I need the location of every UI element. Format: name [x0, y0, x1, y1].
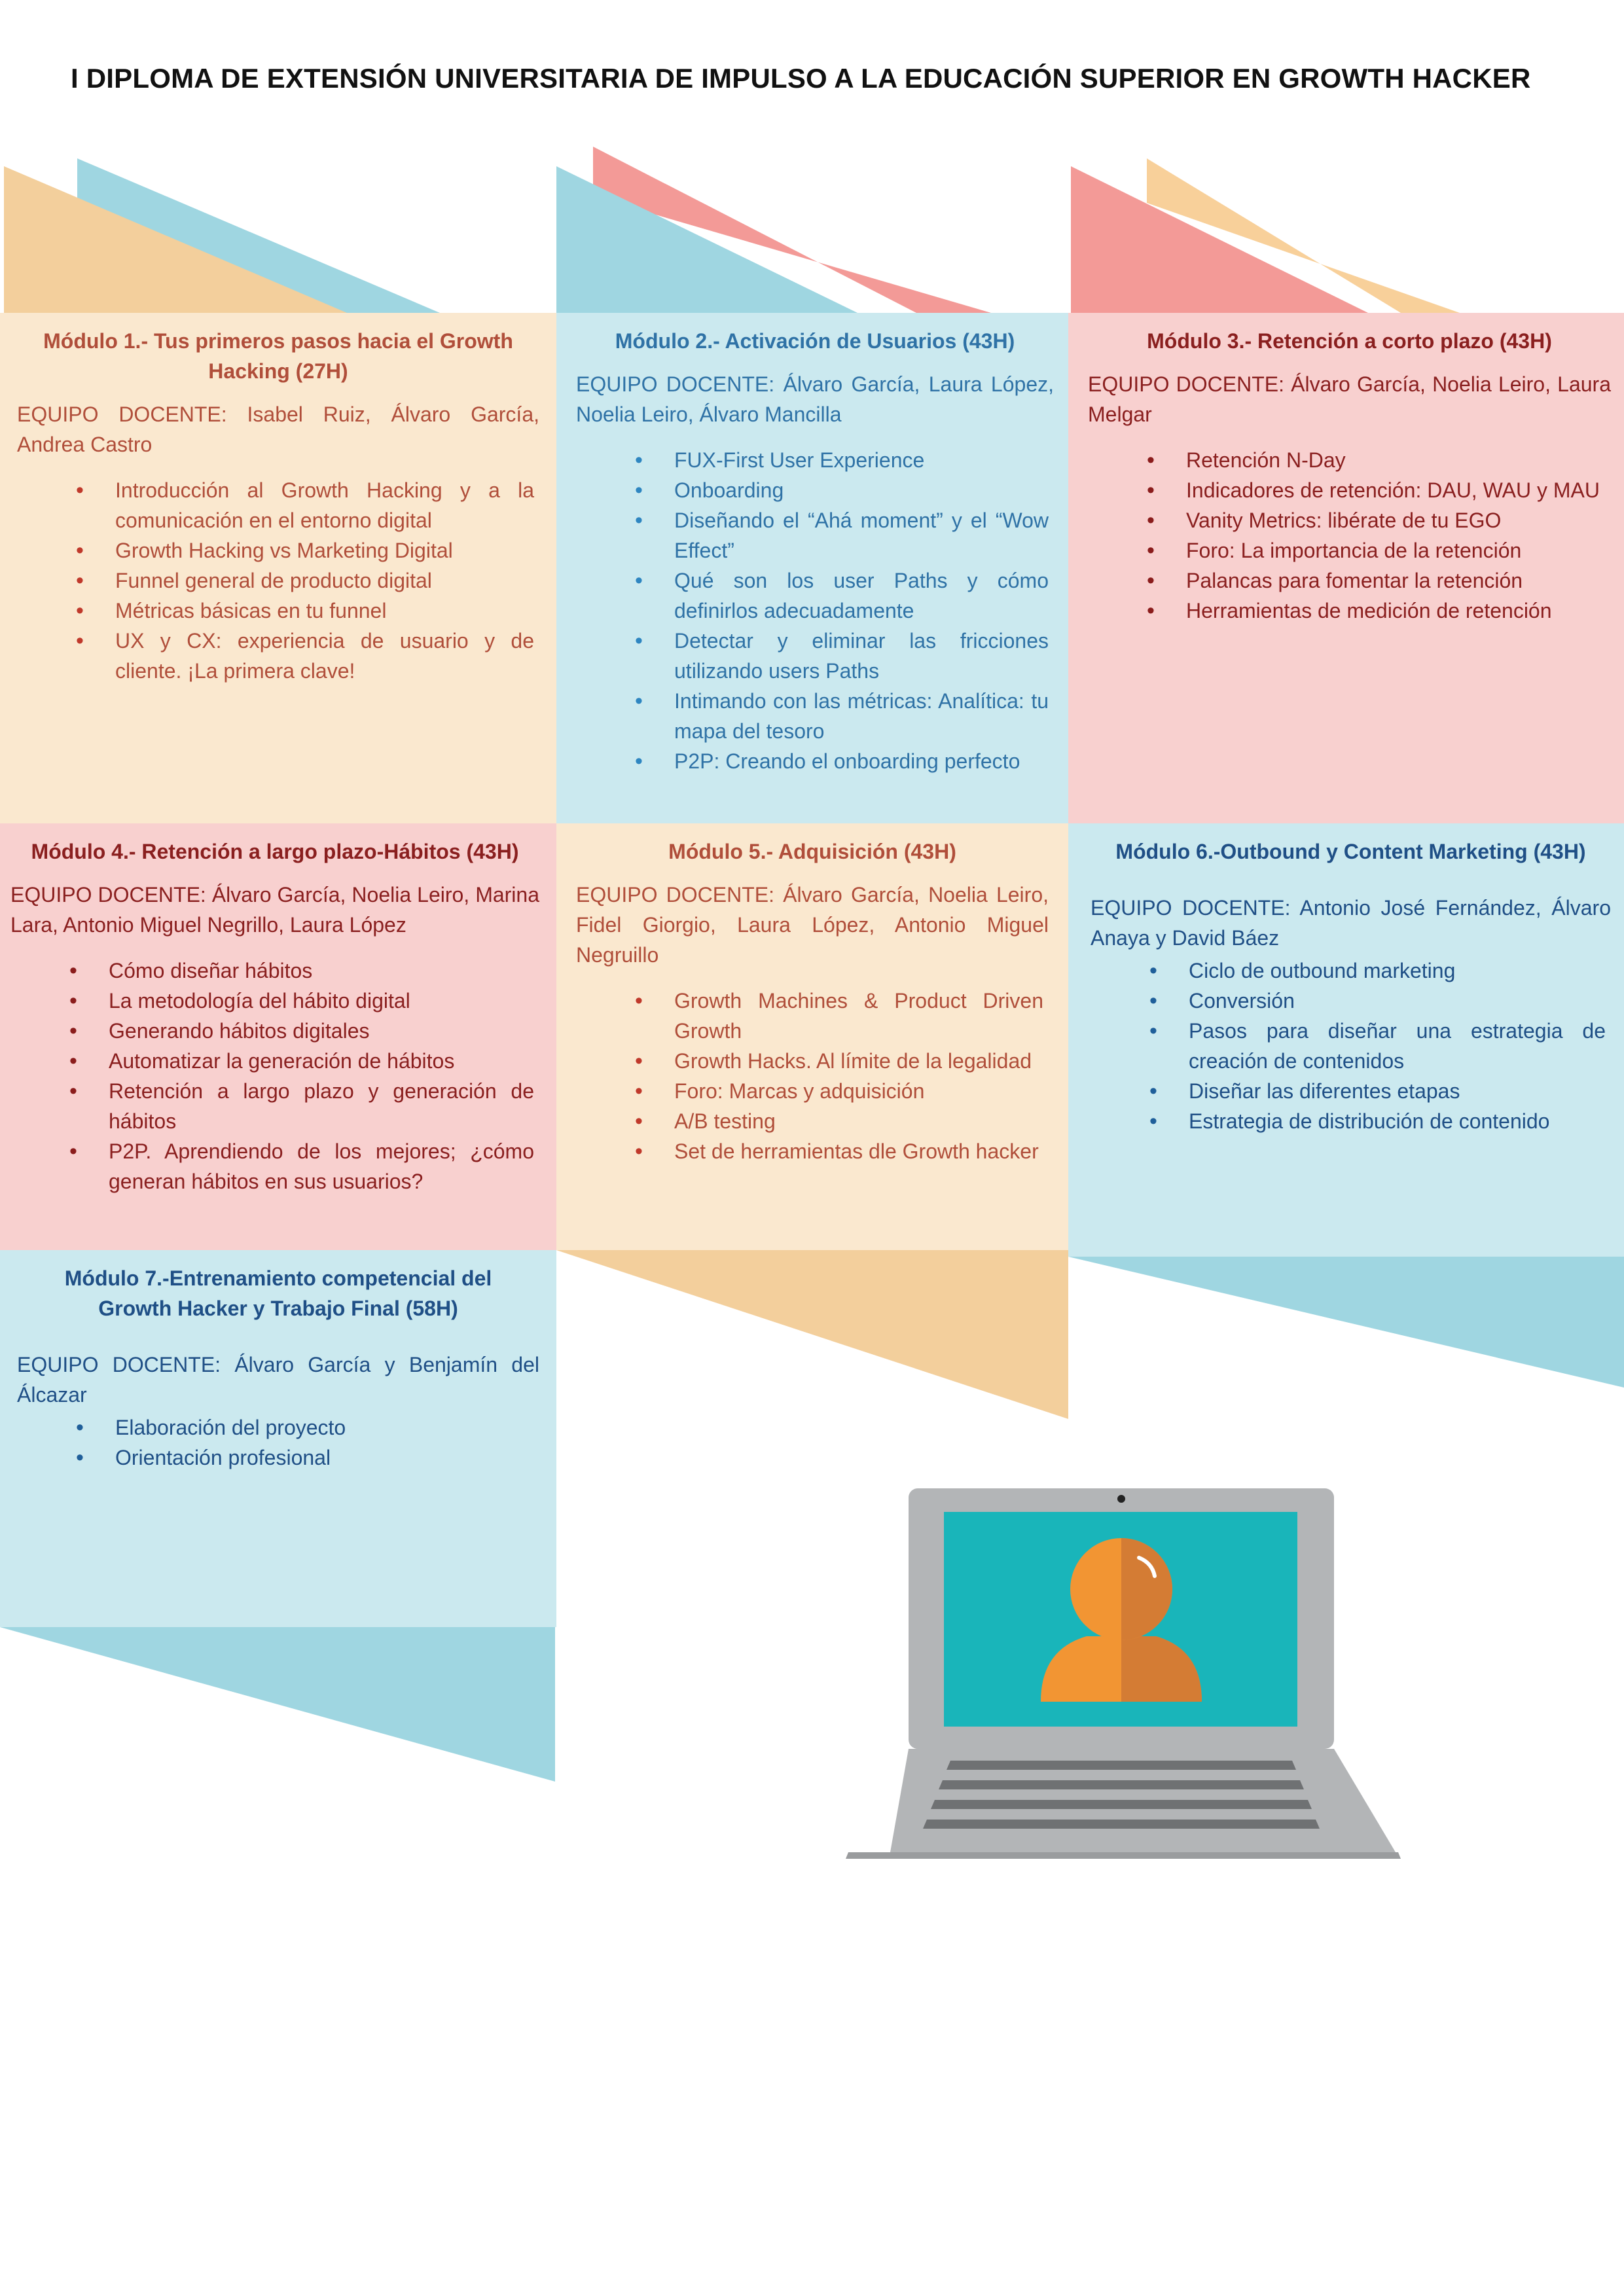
module-7-topics	[17, 1412, 539, 1473]
list-item: • Diseñando el “Ahá moment” y el “Wow Effect”	[576, 505, 1054, 565]
module-5-heading: Módulo 5.- Adquisición (43H)	[668, 840, 956, 863]
list-item: • Set de herramientas dle Growth hacker	[576, 1136, 1049, 1166]
module-1-heading: Módulo 1.- Tus primeros pasos hacia el Growth Hacking (27H)	[43, 329, 513, 383]
module-7-team: EQUIPO DOCENTE: Álvaro García y Benjamín del Álcazar	[17, 1353, 539, 1407]
list-item: • Qué son los user Paths y cómo definirlos adecuadamente	[576, 565, 1054, 626]
module-4-topics	[10, 956, 539, 1196]
module-2-team: EQUIPO DOCENTE: Álvaro García, Laura López, Noelia Leiro, Álvaro Mancilla	[576, 372, 1054, 426]
module-1-topics	[17, 475, 539, 686]
list-item: • Foro: Marcas y adquisición	[576, 1076, 1049, 1106]
list-item: • Introducción al Growth Hacking y a la comunicación en el entorno digital	[17, 475, 539, 535]
module-3-team: EQUIPO DOCENTE: Álvaro García, Noelia Leiro, Laura Melgar	[1088, 372, 1611, 426]
module-6-heading: Módulo 6.-Outbound y Content Marketing (43H)	[1115, 840, 1586, 863]
module-6-card	[1068, 823, 1624, 1257]
module-1-team: EQUIPO DOCENTE: Isabel Ruiz, Álvaro García, Andrea Castro	[17, 403, 539, 456]
module-5-team: EQUIPO DOCENTE: Álvaro García, Noelia Leiro, Fidel Giorgio, Laura López, Antonio Miguel Negruillo	[576, 883, 1049, 967]
list-item: • P2P. Aprendiendo de los mejores; ¿cómo generan hábitos en sus usuarios?	[10, 1136, 539, 1196]
module-1-card	[0, 313, 556, 823]
list-item: • P2P: Creando el onboarding perfecto	[576, 746, 1054, 776]
list-item: • Onboarding	[576, 475, 1054, 505]
module-5-card	[556, 823, 1068, 1250]
module-2-topics	[576, 445, 1054, 776]
module-7-card	[0, 1250, 556, 1627]
module-2-card	[556, 313, 1068, 823]
list-item: • Herramientas de medición de retención	[1088, 596, 1611, 626]
module-6-topics	[1091, 956, 1611, 1136]
module-4-team: EQUIPO DOCENTE: Álvaro García, Noelia Leiro, Marina Lara, Antonio Miguel Negrillo, Laura López	[10, 883, 539, 937]
list-item: • Ciclo de outbound marketing	[1091, 956, 1611, 986]
list-item: • Generando hábitos digitales	[10, 1016, 539, 1046]
list-item: • Intimando con las métricas: Analítica: tu mapa del tesoro	[576, 686, 1054, 746]
list-item: • Cómo diseñar hábitos	[10, 956, 539, 986]
list-item: • Métricas básicas en tu funnel	[17, 596, 539, 626]
list-item: • Indicadores de retención: DAU, WAU y MAU	[1088, 475, 1611, 505]
module-4-heading: Módulo 4.- Retención a largo plazo-Hábitos (43H)	[31, 840, 519, 863]
list-item: • Conversión	[1091, 986, 1611, 1016]
laptop-user-icon	[844, 1486, 1401, 1859]
deco-triangle	[1071, 166, 1368, 313]
module-6-team: EQUIPO DOCENTE: Antonio José Fernández, Álvaro Anaya y David Báez	[1091, 896, 1611, 950]
deco-triangle	[556, 1250, 1068, 1419]
list-item: • Orientación profesional	[17, 1443, 539, 1473]
list-item: • Pasos para diseñar una estrategia de creación de contenidos	[1091, 1016, 1611, 1076]
list-item: • Funnel general de producto digital	[17, 565, 539, 596]
list-item: • UX y CX: experiencia de usuario y de cliente. ¡La primera clave!	[17, 626, 539, 686]
module-4-card	[0, 823, 556, 1250]
list-item: • Estrategia de distribución de contenido	[1091, 1106, 1611, 1136]
list-item: • Diseñar las diferentes etapas	[1091, 1076, 1611, 1106]
list-item: • Growth Hacking vs Marketing Digital	[17, 535, 539, 565]
list-item: • A/B testing	[576, 1106, 1049, 1136]
list-item: • Growth Hacks. Al límite de la legalidad	[576, 1046, 1049, 1076]
module-3-heading: Módulo 3.- Retención a corto plazo (43H)	[1147, 329, 1552, 353]
list-item: • Palancas para fomentar la retención	[1088, 565, 1611, 596]
list-item: • Vanity Metrics: libérate de tu EGO	[1088, 505, 1611, 535]
module-3-card	[1068, 313, 1624, 823]
list-item: • Retención N-Day	[1088, 445, 1611, 475]
list-item: • Elaboración del proyecto	[17, 1412, 539, 1443]
list-item: • Growth Machines & Product Driven Growth	[576, 986, 1049, 1046]
list-item: • FUX-First User Experience	[576, 445, 1054, 475]
deco-triangle	[4, 166, 347, 313]
deco-triangle	[556, 166, 857, 313]
list-item: • Automatizar la generación de hábitos	[10, 1046, 539, 1076]
deco-triangle	[1068, 1257, 1624, 1388]
module-5-topics	[576, 986, 1049, 1166]
list-item: • Detectar y eliminar las fricciones utilizando users Paths	[576, 626, 1054, 686]
list-item: • Foro: La importancia de la retención	[1088, 535, 1611, 565]
deco-triangle	[0, 1627, 555, 1782]
page-title: I DIPLOMA DE EXTENSIÓN UNIVERSITARIA DE IMPULSO A LA EDUCACIÓN SUPERIOR EN GROWTH HACKER	[71, 63, 1531, 94]
list-item: • La metodología del hábito digital	[10, 986, 539, 1016]
module-7-heading: Módulo 7.-Entrenamiento competencial del Growth Hacker y Trabajo Final (58H)	[64, 1266, 492, 1320]
module-3-topics	[1088, 445, 1611, 626]
module-2-heading: Módulo 2.- Activación de Usuarios (43H)	[615, 329, 1015, 353]
list-item: • Retención a largo plazo y generación de hábitos	[10, 1076, 539, 1136]
